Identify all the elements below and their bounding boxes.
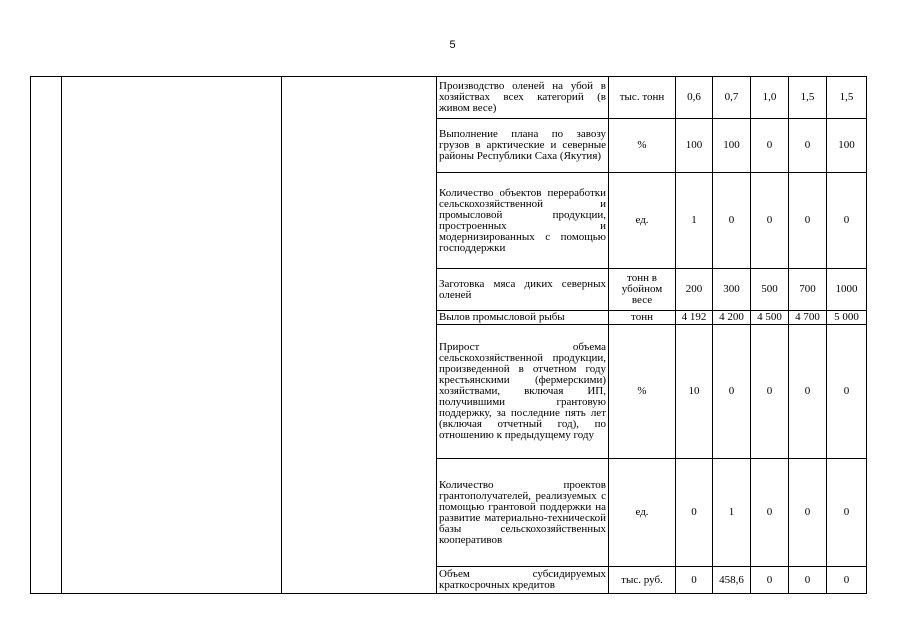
value-cell-2: 100: [713, 119, 751, 173]
value-cell-1: 0: [676, 567, 713, 594]
value-cell-1: 200: [676, 269, 713, 311]
unit-cell: %: [609, 325, 676, 459]
value-cell-2: 1: [713, 459, 751, 567]
value-cell-2: 0: [713, 325, 751, 459]
value-cell-3: 0: [751, 119, 789, 173]
value-cell-1: 1: [676, 173, 713, 269]
value-cell-4: 0: [789, 119, 827, 173]
value-cell-4: 0: [789, 173, 827, 269]
indicator-name: Заготовка мяса диких северных оленей: [437, 269, 609, 311]
value-cell-1: 0,6: [676, 77, 713, 119]
value-cell-5: 0: [827, 567, 867, 594]
indicator-name: Производство оленей на убой в хозяйствах всех категорий (в живом весе): [437, 77, 609, 119]
value-cell-3: 1,0: [751, 77, 789, 119]
value-cell-5: 1000: [827, 269, 867, 311]
table-body: [31, 77, 867, 594]
value-cell-3: 0: [751, 173, 789, 269]
value-cell-2: 300: [713, 269, 751, 311]
value-cell-2: 0: [713, 173, 751, 269]
section-number-cell: [31, 77, 62, 594]
value-cell-5: 0: [827, 325, 867, 459]
value-cell-2: 0,7: [713, 77, 751, 119]
value-cell-4: 0: [789, 325, 827, 459]
value-cell-4: 4 700: [789, 311, 827, 325]
indicator-name: Вылов промысловой рыбы: [437, 311, 609, 325]
table-row: [31, 77, 867, 119]
value-cell-2: 4 200: [713, 311, 751, 325]
value-cell-4: 0: [789, 567, 827, 594]
value-cell-4: 0: [789, 459, 827, 567]
value-cell-5: 1,5: [827, 77, 867, 119]
unit-cell: ед.: [609, 173, 676, 269]
value-cell-5: 100: [827, 119, 867, 173]
indicator-name: Количество объектов переработки сельскохозяйственной и промысловой продукции, простроенных и модернизированных с помощью господдержки: [437, 173, 609, 269]
indicators-table: [30, 76, 867, 594]
value-cell-5: 0: [827, 459, 867, 567]
value-cell-4: 700: [789, 269, 827, 311]
page-number: 5: [449, 39, 456, 51]
unit-cell: тыс. тонн: [609, 77, 676, 119]
value-cell-1: 0: [676, 459, 713, 567]
value-cell-3: 0: [751, 459, 789, 567]
value-cell-2: 458,6: [713, 567, 751, 594]
value-cell-3: 0: [751, 567, 789, 594]
value-cell-3: 4 500: [751, 311, 789, 325]
unit-cell: тонн: [609, 311, 676, 325]
value-cell-5: 0: [827, 173, 867, 269]
unit-cell: тыс. руб.: [609, 567, 676, 594]
indicator-name: Прирост объема сельскохозяйственной продукции, произведенной в отчетном году крестьянскими (фермерскими) хозяйствами, включая ИП, получившими грантовую поддержку, за последние пять лет (включая отчетный год), по отношению к предыдущему году: [437, 325, 609, 459]
unit-cell: %: [609, 119, 676, 173]
program-name-cell: [62, 77, 282, 594]
value-cell-1: 4 192: [676, 311, 713, 325]
value-cell-1: 10: [676, 325, 713, 459]
unit-cell: ед.: [609, 459, 676, 567]
indicator-name: Выполнение плана по завозу грузов в арктические и северные районы Республики Саха (Якутия): [437, 119, 609, 173]
value-cell-4: 1,5: [789, 77, 827, 119]
value-cell-5: 5 000: [827, 311, 867, 325]
unit-cell: тонн в убойном весе: [609, 269, 676, 311]
indicator-name: Количество проектов грантополучателей, реализуемых с помощью грантовой поддержки на развитие материально-технической базы сельскохозяйственных кооперативов: [437, 459, 609, 567]
value-cell-1: 100: [676, 119, 713, 173]
responsible-cell: [282, 77, 437, 594]
value-cell-3: 500: [751, 269, 789, 311]
indicator-name: Объем субсидируемых краткосрочных кредитов: [437, 567, 609, 594]
value-cell-3: 0: [751, 325, 789, 459]
